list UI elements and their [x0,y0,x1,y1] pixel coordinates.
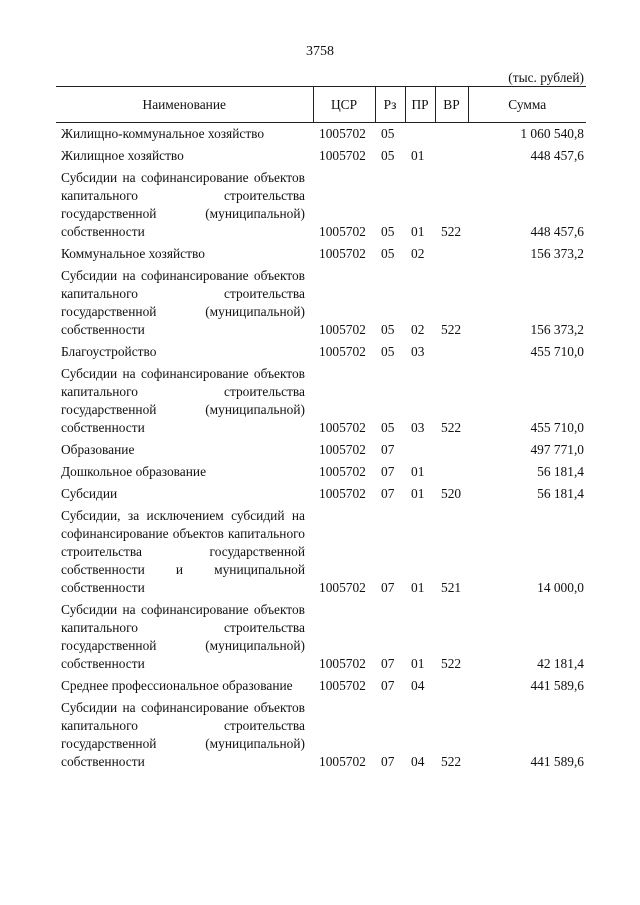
cell-csr: 1005702 [319,420,366,435]
cell-csr: 1005702 [319,344,366,359]
table-row [56,245,586,267]
cell-vr: 522 [441,754,462,769]
cell-vr [435,677,468,699]
page-number: 3758 [306,44,334,59]
cell-pr: 02 [411,246,425,261]
header-vr: ВР [435,87,468,123]
table-body [56,123,586,776]
cell-pr: 04 [411,678,425,693]
cell-name: Среднее профессиональное образование [61,678,293,693]
cell-name: Благоустройство [61,344,157,359]
header-rz: Рз [375,87,405,123]
cell-sum: 14 000,0 [537,580,584,595]
cell-pr: 03 [411,344,425,359]
table-header-row [56,87,586,123]
cell-sum: 156 373,2 [530,322,584,337]
header-name: Наименование [56,87,313,123]
cell-sum: 448 457,6 [530,224,584,239]
header-sum: Сумма [468,87,586,123]
table-row [56,123,586,148]
table-row [56,699,586,775]
cell-rz: 07 [381,656,395,671]
cell-csr: 1005702 [319,754,366,769]
cell-rz: 05 [381,322,395,337]
budget-table [56,86,586,775]
cell-vr [435,147,468,169]
cell-name: Субсидии на софинансирование объектов капитального строительства государственной (муниципальной) собственности [61,700,305,769]
cell-csr: 1005702 [319,464,366,479]
cell-vr [435,343,468,365]
cell-rz: 05 [381,420,395,435]
header-pr: ПР [405,87,435,123]
cell-csr: 1005702 [319,442,366,457]
cell-rz: 07 [381,678,395,693]
cell-vr [435,245,468,267]
cell-pr: 01 [411,486,425,501]
cell-vr: 522 [441,656,462,671]
cell-name: Дошкольное образование [61,464,207,479]
cell-rz: 05 [381,148,395,163]
cell-name: Субсидии, за исключением субсидий на софинансирование объектов капитального строительства государственной собственности и муниципальной собственности [61,508,305,595]
cell-csr: 1005702 [319,322,366,337]
cell-pr [405,123,435,148]
cell-pr: 02 [411,322,425,337]
cell-csr: 1005702 [319,656,366,671]
cell-csr: 1005702 [319,224,366,239]
cell-pr: 04 [411,754,425,769]
cell-name: Жилищное хозяйство [61,148,184,163]
cell-pr: 01 [411,224,425,239]
cell-rz: 07 [381,580,395,595]
cell-sum: 455 710,0 [530,420,584,435]
cell-rz: 07 [381,442,395,457]
table-row [56,463,586,485]
cell-vr: 520 [441,486,462,501]
cell-sum: 1 060 540,8 [520,126,584,141]
cell-csr: 1005702 [319,126,366,141]
cell-sum: 56 181,4 [537,486,584,501]
cell-rz: 05 [381,126,395,141]
table-row [56,507,586,601]
cell-sum: 441 589,6 [530,754,584,769]
cell-rz: 05 [381,344,395,359]
cell-name: Субсидии на софинансирование объектов капитального строительства государственной (муниципальной) собственности [61,366,305,435]
table-row [56,169,586,245]
cell-csr: 1005702 [319,246,366,261]
cell-vr [435,123,468,148]
cell-rz: 07 [381,486,395,501]
cell-rz: 07 [381,754,395,769]
cell-sum: 441 589,6 [530,678,584,693]
table-row [56,267,586,343]
cell-name: Образование [61,442,135,457]
table-row [56,441,586,463]
cell-sum: 56 181,4 [537,464,584,479]
cell-name: Коммунальное хозяйство [61,246,205,261]
cell-pr [405,441,435,463]
cell-rz: 05 [381,224,395,239]
cell-vr [435,463,468,485]
table-row [56,485,586,507]
table-row [56,365,586,441]
table-row [56,343,586,365]
cell-sum: 42 181,4 [537,656,584,671]
cell-vr [435,441,468,463]
cell-sum: 448 457,6 [530,148,584,163]
cell-sum: 156 373,2 [530,246,584,261]
units-label: (тыс. рублей) [508,70,584,85]
cell-vr: 522 [441,322,462,337]
cell-sum: 497 771,0 [530,442,584,457]
cell-vr: 521 [441,580,462,595]
cell-pr: 03 [411,420,425,435]
cell-name: Субсидии на софинансирование объектов капитального строительства государственной (муниципальной) собственности [61,268,305,337]
header-csr: ЦСР [313,87,375,123]
cell-csr: 1005702 [319,580,366,595]
cell-name: Жилищно-коммунальное хозяйство [61,126,265,141]
cell-csr: 1005702 [319,678,366,693]
cell-csr: 1005702 [319,486,366,501]
cell-pr: 01 [411,148,425,163]
cell-csr: 1005702 [319,148,366,163]
cell-vr: 522 [441,420,462,435]
cell-name: Субсидии [61,486,118,501]
cell-sum: 455 710,0 [530,344,584,359]
cell-rz: 05 [381,246,395,261]
table-row [56,601,586,677]
cell-vr: 522 [441,224,462,239]
cell-pr: 01 [411,656,425,671]
cell-pr: 01 [411,464,425,479]
cell-name: Субсидии на софинансирование объектов капитального строительства государственной (муниципальной) собственности [61,170,305,239]
table-row [56,677,586,699]
cell-name: Субсидии на софинансирование объектов капитального строительства государственной (муниципальной) собственности [61,602,305,671]
cell-pr: 01 [411,580,425,595]
cell-rz: 07 [381,464,395,479]
table-row [56,147,586,169]
